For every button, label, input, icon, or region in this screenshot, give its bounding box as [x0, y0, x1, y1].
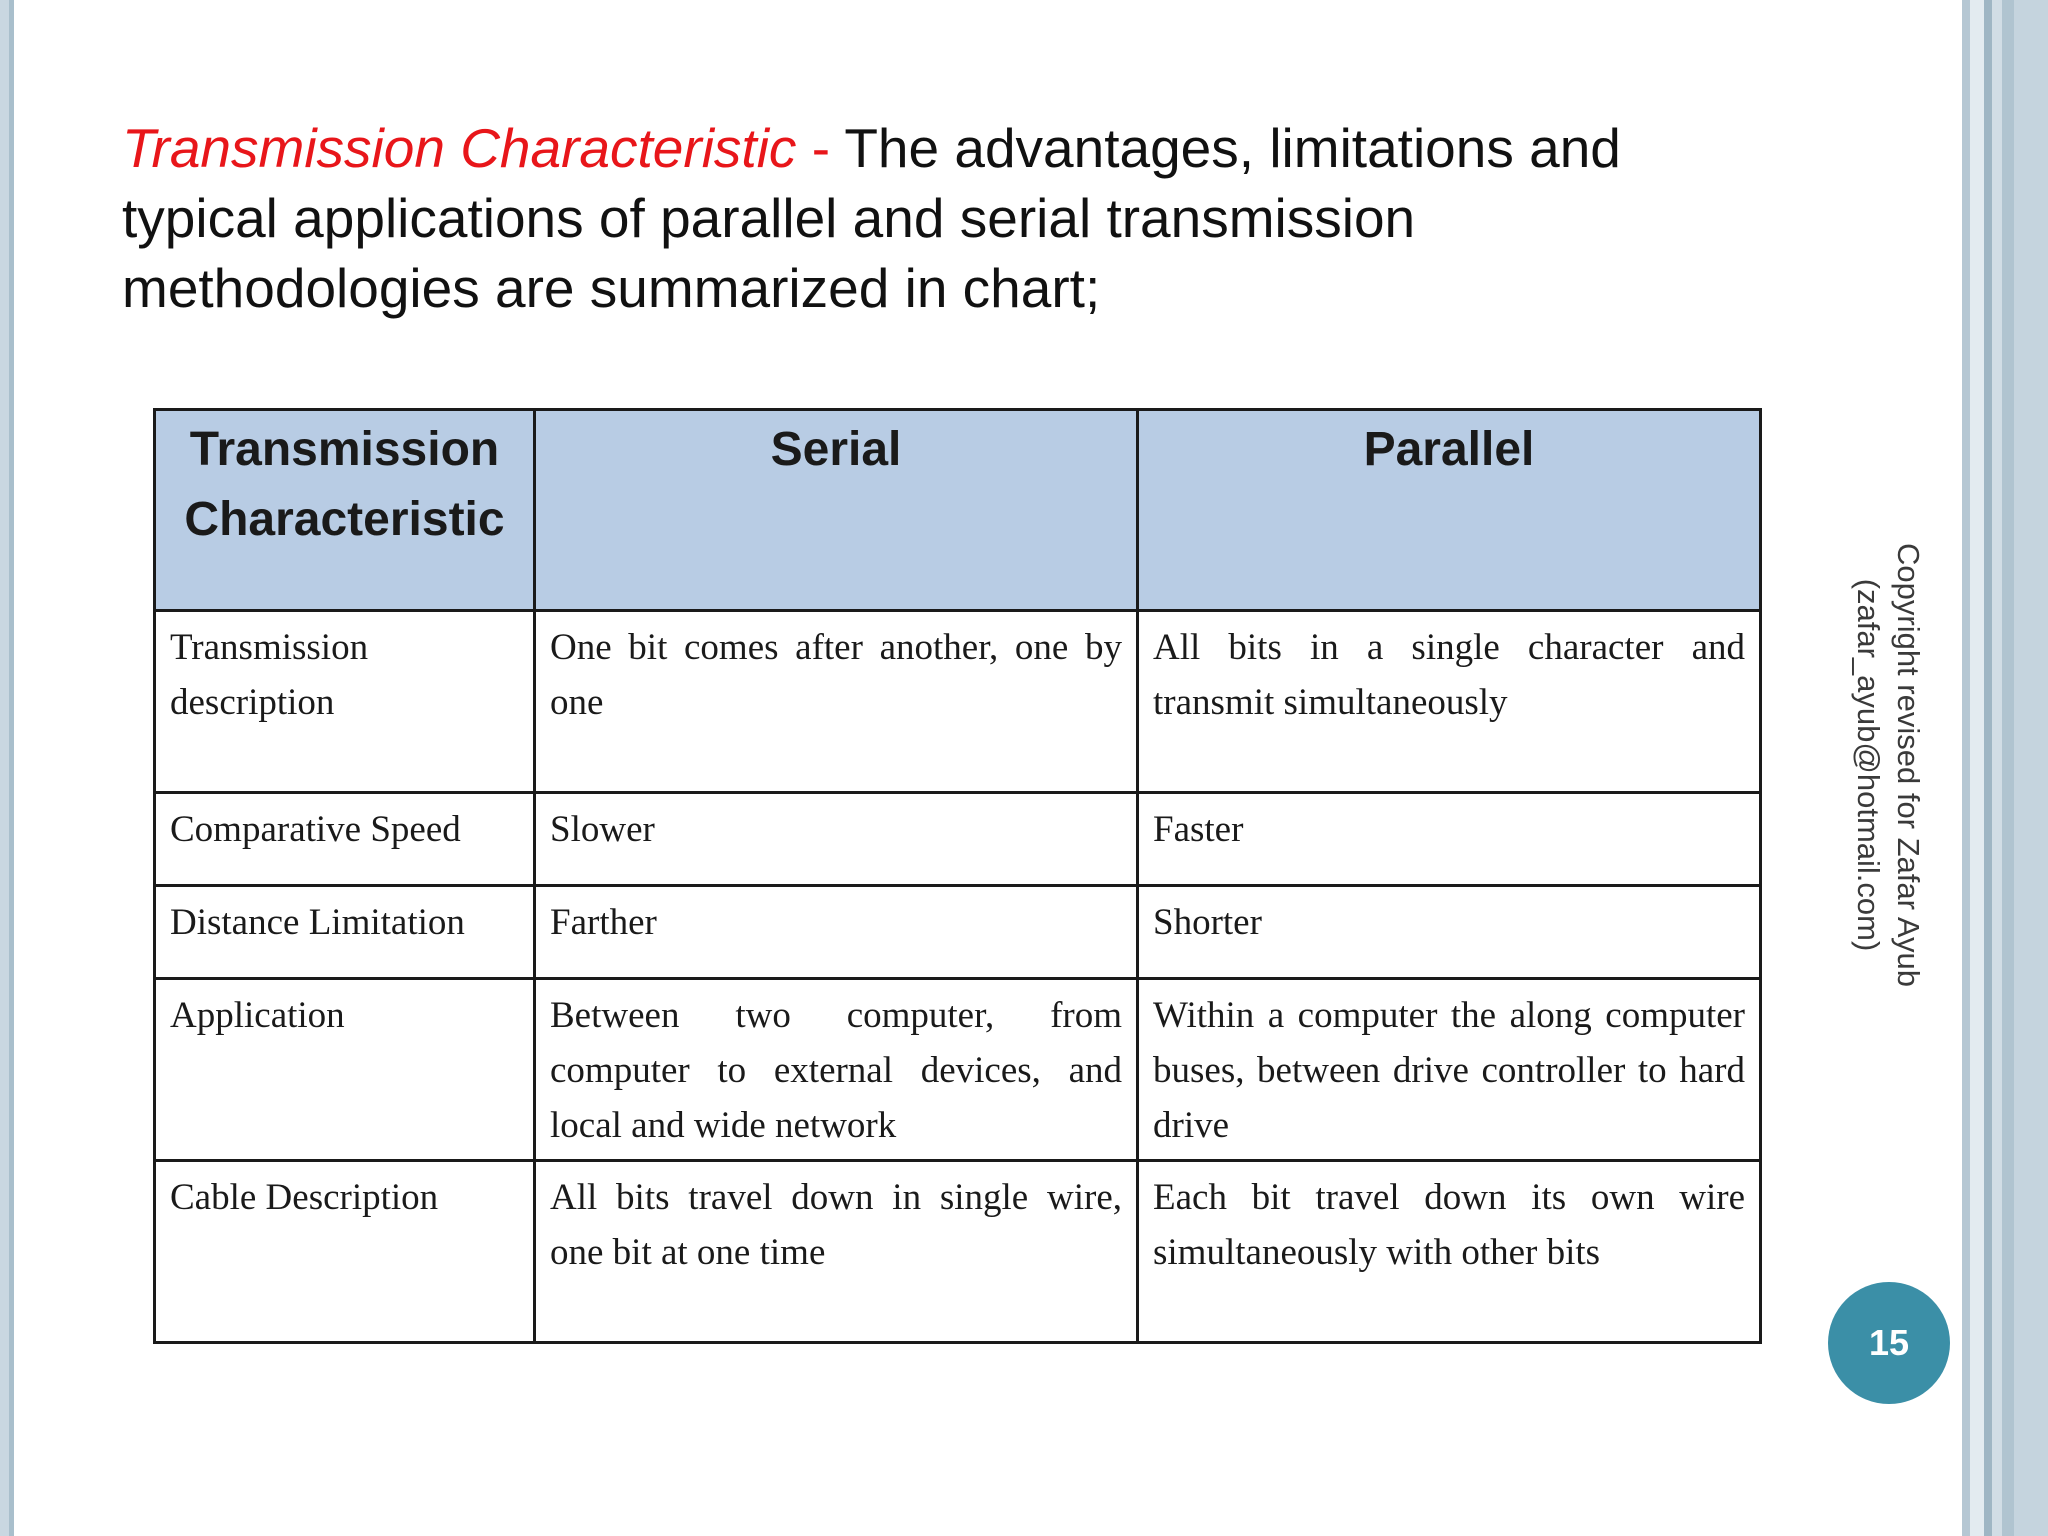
right-border-stripe — [1962, 0, 1970, 1536]
page-number: 15 — [1868, 1322, 1910, 1363]
copyright-line-2: (zafar_ayub@hotmail.com) — [1851, 578, 1886, 952]
row-label: Application — [155, 979, 535, 1161]
parallel-cell: Faster — [1138, 793, 1761, 886]
table-header-row — [155, 410, 1761, 611]
serial-cell: Slower — [535, 793, 1138, 886]
right-border-stripe — [1992, 0, 2002, 1536]
right-border-stripe — [1984, 0, 1992, 1536]
header-serial: Serial — [535, 410, 1138, 611]
row-label: Transmission description — [155, 611, 535, 793]
right-border-stripe — [2014, 0, 2048, 1536]
parallel-cell: Within a computer the along computer buses, between drive controller to hard drive — [1138, 979, 1761, 1161]
row-label: Comparative Speed — [155, 793, 535, 886]
parallel-cell: All bits in a single character and transmit simultaneously — [1138, 611, 1761, 793]
table-row — [155, 611, 1761, 793]
comparison-table — [153, 408, 1762, 1344]
copyright-line-1: Copyright revised for Zafar Ayub — [1891, 543, 1926, 987]
left-border-stripe — [0, 0, 9, 1536]
parallel-cell: Shorter — [1138, 886, 1761, 979]
header-characteristic: Transmission Characteristic — [155, 410, 535, 611]
row-label: Distance Limitation — [155, 886, 535, 979]
serial-cell: Farther — [535, 886, 1138, 979]
table-row — [155, 886, 1761, 979]
row-label: Cable Description — [155, 1161, 535, 1343]
page-number-badge — [1828, 1282, 1950, 1404]
header-parallel: Parallel — [1138, 410, 1761, 611]
serial-cell: One bit comes after another, one by one — [535, 611, 1138, 793]
parallel-cell: Each bit travel down its own wire simultaneously with other bits — [1138, 1161, 1761, 1343]
right-border-stripe — [2002, 0, 2014, 1536]
right-border-stripe — [1970, 0, 1984, 1536]
intro-text: The advantages, limitations and typical applications of parallel and serial transmission methodologies are summarized in chart; — [122, 117, 1621, 319]
serial-cell: Between two computer, from computer to external devices, and local and wide network — [535, 979, 1138, 1161]
intro-term: Transmission Characteristic — [122, 117, 797, 179]
table-row — [155, 979, 1761, 1161]
serial-cell: All bits travel down in single wire, one bit at one time — [535, 1161, 1138, 1343]
copyright-note — [1848, 543, 1928, 987]
table-row — [155, 793, 1761, 886]
intro-separator: - — [796, 117, 845, 179]
left-border-stripe — [9, 0, 14, 1536]
intro-paragraph — [122, 113, 1722, 323]
table-row — [155, 1161, 1761, 1343]
